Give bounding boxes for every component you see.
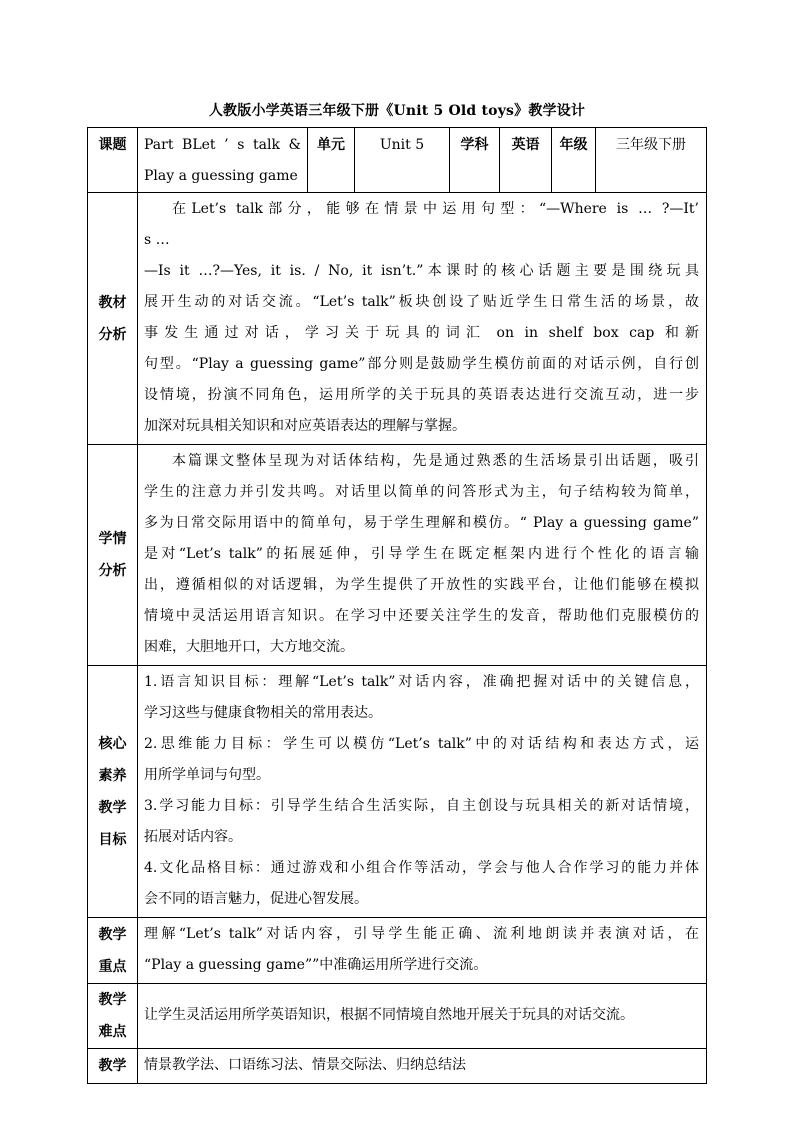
header-row	[88, 128, 707, 193]
text-line: s …	[144, 232, 170, 248]
topic-value-line: Part BLet ’ s talk &	[144, 137, 301, 153]
text-line: 出，遵循相似的对话逻辑，为学生提供了开放性的实践平台，让他们能够在模拟	[144, 577, 699, 593]
text-line: 设情境，扮演不同角色，运用所学的关于玩具的英语表达进行交流互动，进一步	[144, 387, 699, 403]
key-points-label: 教学 重点	[88, 918, 138, 984]
difficulties-label: 教学 难点	[88, 984, 138, 1049]
text-line: 让学生灵活运用所学英语知识，根据不同情境自然地开展关于玩具的对话交流。	[144, 1007, 634, 1023]
grade-label: 年级	[552, 128, 596, 193]
goal-line: 会不同的语言魅力，促进心智发展。	[144, 891, 368, 907]
goal-line: 3.学习能力目标：引导学生结合生活实际，自主创设与玩具相关的新对话情境，	[144, 798, 699, 814]
text-line: 困难，大胆地开口，大方地交流。	[144, 639, 354, 655]
core-goals-row	[88, 666, 707, 918]
goal-line: 1.语言知识目标：理解“Let’s talk”对话内容，准确把握对话中的关键信息，	[144, 674, 699, 690]
text-line: “Play a guessing game””中准确运用所学进行交流。	[144, 957, 488, 973]
text-line: —Is it …?—Yes, it is. / No, it isn’t.”本课时的核心话题主要是围绕玩具	[144, 263, 699, 279]
subject-label: 学科	[450, 128, 500, 193]
textbook-analysis-row	[88, 193, 707, 445]
textbook-analysis-label: 教材 分析	[88, 193, 138, 445]
text-line: 展开生动的对话交流。“Let’s talk”板块创设了贴近学生日常生活的场景，故	[144, 294, 699, 310]
difficulties-row	[88, 984, 707, 1049]
goal-line: 2.思维能力目标：学生可以模仿“Let’s talk”中的对话结构和表达方式，运	[144, 736, 699, 752]
text-line: 理解“Let’s talk”对话内容，引导学生能正确、流利地朗读并表演对话，在	[144, 926, 699, 942]
subject-value: 英语	[500, 128, 552, 193]
core-goals-text	[138, 666, 707, 918]
topic-value-line: Play a guessing game	[144, 168, 298, 184]
learner-analysis-row	[88, 445, 707, 666]
lesson-plan-table	[87, 127, 707, 1084]
learner-analysis-text	[138, 445, 707, 666]
goal-line: 用所学单词与句型。	[144, 767, 270, 783]
text-line: 在Let’s talk部分，能够在情景中运用句型：“—Where is … ?—It’	[172, 201, 699, 217]
goal-line: 拓展对话内容。	[144, 829, 242, 845]
text-line: 句型。“Play a guessing game”部分则是鼓励学生模仿前面的对话示例，自行创	[144, 356, 699, 372]
learner-analysis-label: 学情 分析	[88, 445, 138, 666]
text-line: 情境中灵活运用语言知识。在学习中还要关注学生的发音，帮助他们克服模仿的	[144, 608, 699, 624]
goal-line: 学习这些与健康食物相关的常用表达。	[144, 705, 382, 721]
core-goals-label: 核心 素养 教学 目标	[88, 666, 138, 918]
textbook-analysis-text	[138, 193, 707, 445]
text-line: 加深对玩具相关知识和对应英语表达的理解与掌握。	[144, 418, 466, 434]
unit-value: Unit 5	[355, 128, 450, 193]
topic-value	[138, 128, 308, 193]
key-points-row	[88, 918, 707, 984]
difficulties-text	[138, 984, 707, 1049]
text-line: 多为日常交际用语中的简单句，易于学生理解和模仿。“ Play a guessing game”	[144, 515, 699, 531]
text-line: 事发生通过对话，学习关于玩具的词汇 on in shelf box cap 和新	[144, 325, 699, 341]
text-line: 学生的注意力并引发共鸣。对话里以简单的问答形式为主，句子结构较为简单，	[144, 484, 699, 500]
grade-value: 三年级下册	[596, 128, 707, 193]
text-line: 情景教学法、口语练习法、情景交际法、归纳总结法	[144, 1057, 466, 1073]
methods-text	[138, 1049, 707, 1084]
text-line: 本篇课文整体呈现为对话体结构，先是通过熟悉的生活场景引出话题，吸引	[172, 453, 699, 469]
goal-line: 4.文化品格目标：通过游戏和小组合作等活动，学会与他人合作学习的能力并体	[144, 860, 699, 876]
text-line: 是对“Let’s talk”的拓展延伸，引导学生在既定框架内进行个性化的语言输	[144, 546, 699, 562]
methods-row	[88, 1049, 707, 1084]
document-title: 人教版小学英语三年级下册《Unit 5 Old toys》教学设计	[208, 103, 586, 119]
methods-label: 教学	[88, 1049, 138, 1084]
key-points-text	[138, 918, 707, 984]
topic-label: 课题	[88, 128, 138, 193]
unit-label: 单元	[308, 128, 355, 193]
